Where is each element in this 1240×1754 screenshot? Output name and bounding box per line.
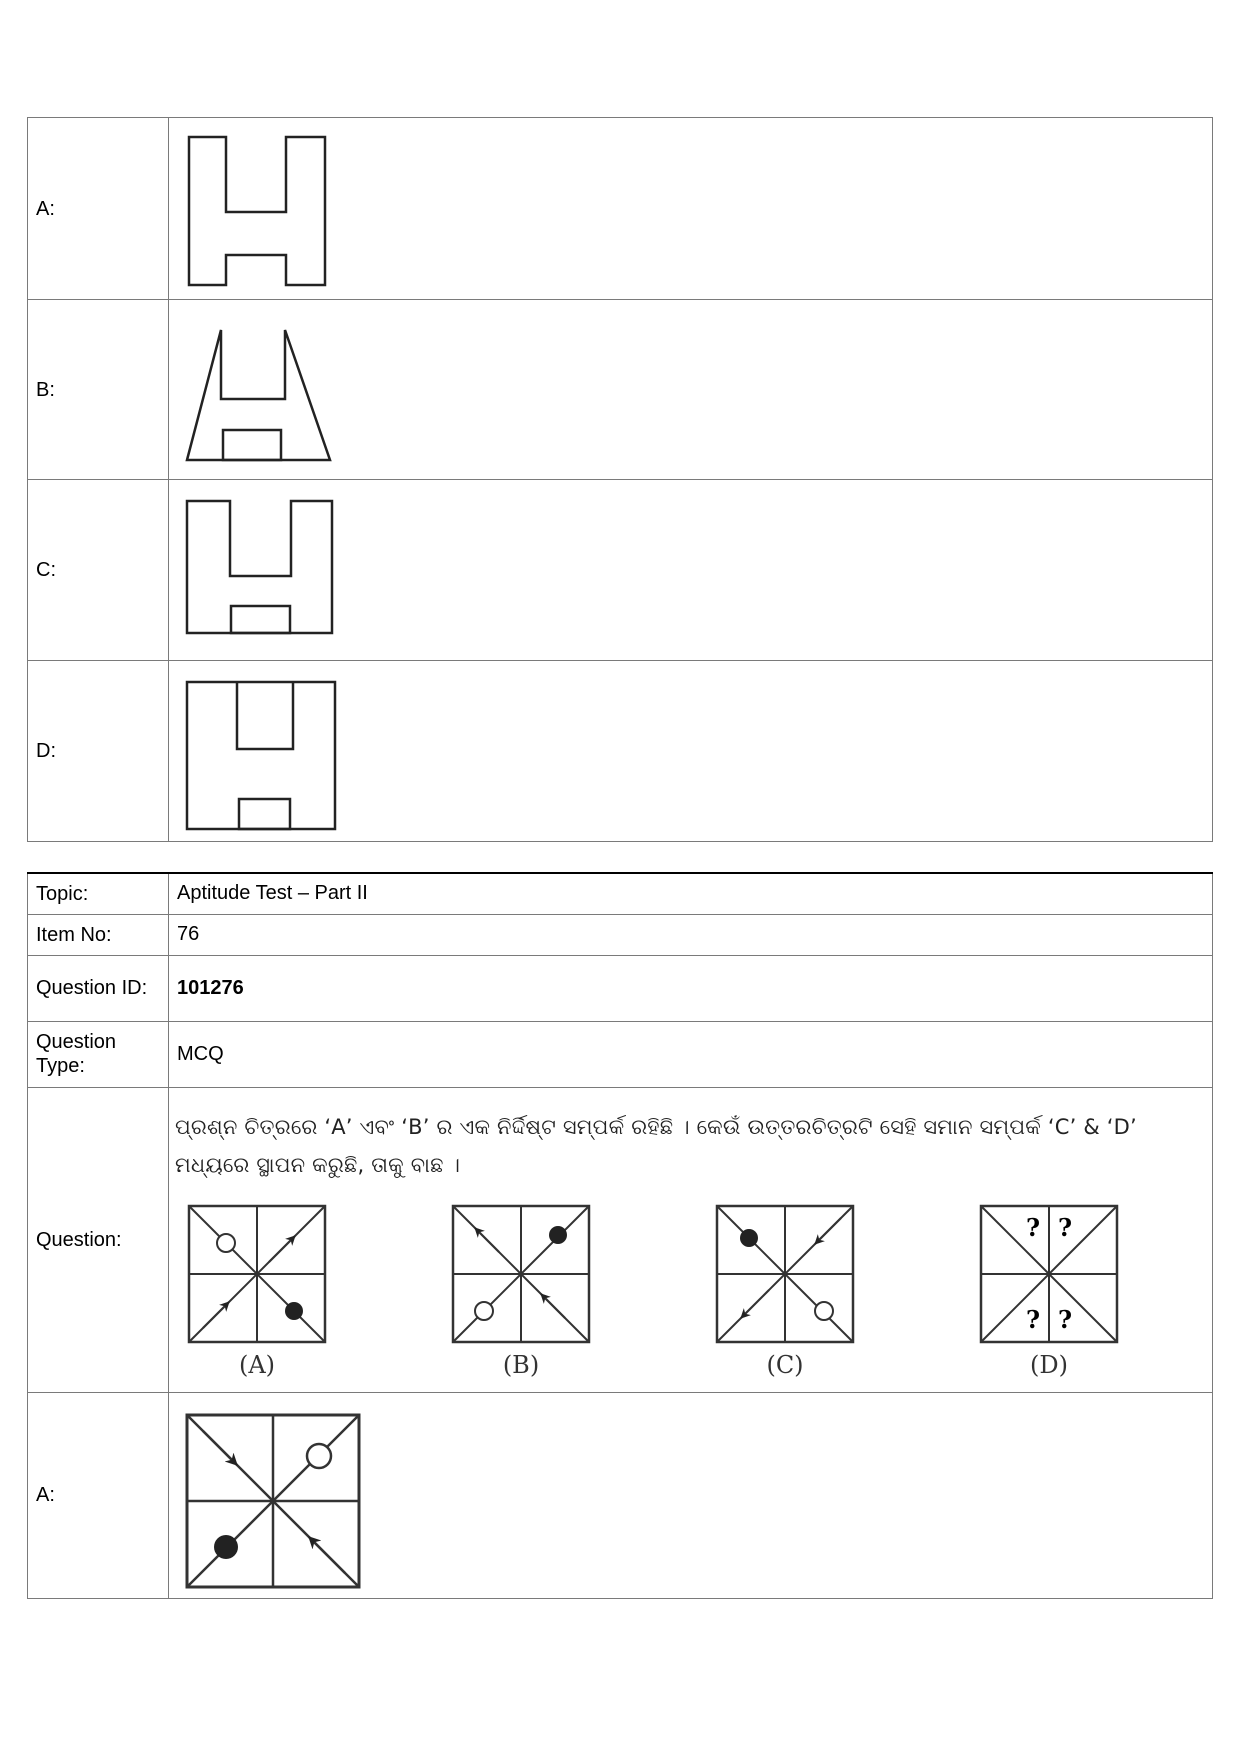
answer-figure	[169, 1400, 369, 1590]
question-id-row	[28, 955, 1213, 1021]
question-type-value: MCQ	[169, 1021, 1213, 1087]
question-mark: ?	[1025, 1304, 1041, 1334]
option-row-b	[28, 300, 1213, 480]
question-type-label: Question Type:	[28, 1021, 169, 1087]
previous-options-table	[27, 117, 1213, 842]
topic-row	[28, 873, 1213, 914]
answer-figure-cell	[169, 1392, 1213, 1598]
figure-label-b: (B)	[502, 1350, 540, 1379]
question-figure-strip	[169, 1190, 1229, 1380]
question-mark: ?	[1057, 1304, 1073, 1334]
question-id-label: Question ID:	[28, 955, 169, 1021]
question-figure-b	[453, 1206, 589, 1342]
question-figure-d	[981, 1206, 1117, 1342]
question-figure-c	[717, 1206, 853, 1342]
option-figure-cell	[169, 118, 1213, 300]
topic-label: Topic:	[28, 873, 169, 914]
question-type-row	[28, 1021, 1213, 1087]
question-figure-a	[189, 1206, 325, 1342]
option-row-a	[28, 118, 1213, 300]
question-row	[28, 1087, 1213, 1392]
h-shape-figure-d	[169, 666, 369, 836]
option-label: A:	[28, 118, 169, 300]
option-label: D:	[28, 661, 169, 842]
h-shape-figure-a	[169, 124, 369, 294]
item-row	[28, 914, 1213, 955]
question-label: Question:	[28, 1087, 169, 1392]
item-label: Item No:	[28, 914, 169, 955]
option-label: C:	[28, 480, 169, 661]
item-value: 76	[169, 914, 1213, 955]
question-meta-table	[27, 872, 1213, 1599]
option-figure-cell	[169, 661, 1213, 842]
question-text: ପ୍ରଶ୍ନ ଚିତ୍ରରେ ‘A’ ଏବଂ ‘B’ ର ଏକ ନିର୍ଦ୍ଦିଷ୍ଟ ସମ୍ପର୍କ ରହିଛି । କେଉଁ ଉତ୍ତରଚିତ୍ରଟି ସେହି ସମାନ ସମ୍ପର୍କ ‘C’ & ‘D’ ମଧ୍ୟରେ ସ୍ଥାପନ କରୁଛି, ତାକୁ ବାଛ ।	[175, 1114, 1137, 1177]
figure-label-d: (D)	[1030, 1350, 1068, 1379]
answer-label: A:	[28, 1392, 169, 1598]
figure-label-c: (C)	[766, 1350, 804, 1379]
question-id-value: 101276	[169, 955, 1213, 1021]
question-mark: ?	[1057, 1212, 1073, 1242]
option-row-d	[28, 661, 1213, 842]
topic-value: Aptitude Test – Part II	[169, 873, 1213, 914]
question-cell	[169, 1087, 1213, 1392]
option-row-c	[28, 480, 1213, 661]
option-figure-cell	[169, 300, 1213, 480]
question-mark: ?	[1025, 1212, 1041, 1242]
answer-row	[28, 1392, 1213, 1598]
option-label: B:	[28, 300, 169, 480]
h-shape-figure-b	[169, 305, 369, 475]
h-shape-figure-c	[169, 485, 369, 655]
option-figure-cell	[169, 480, 1213, 661]
figure-label-a: (A)	[238, 1350, 276, 1379]
